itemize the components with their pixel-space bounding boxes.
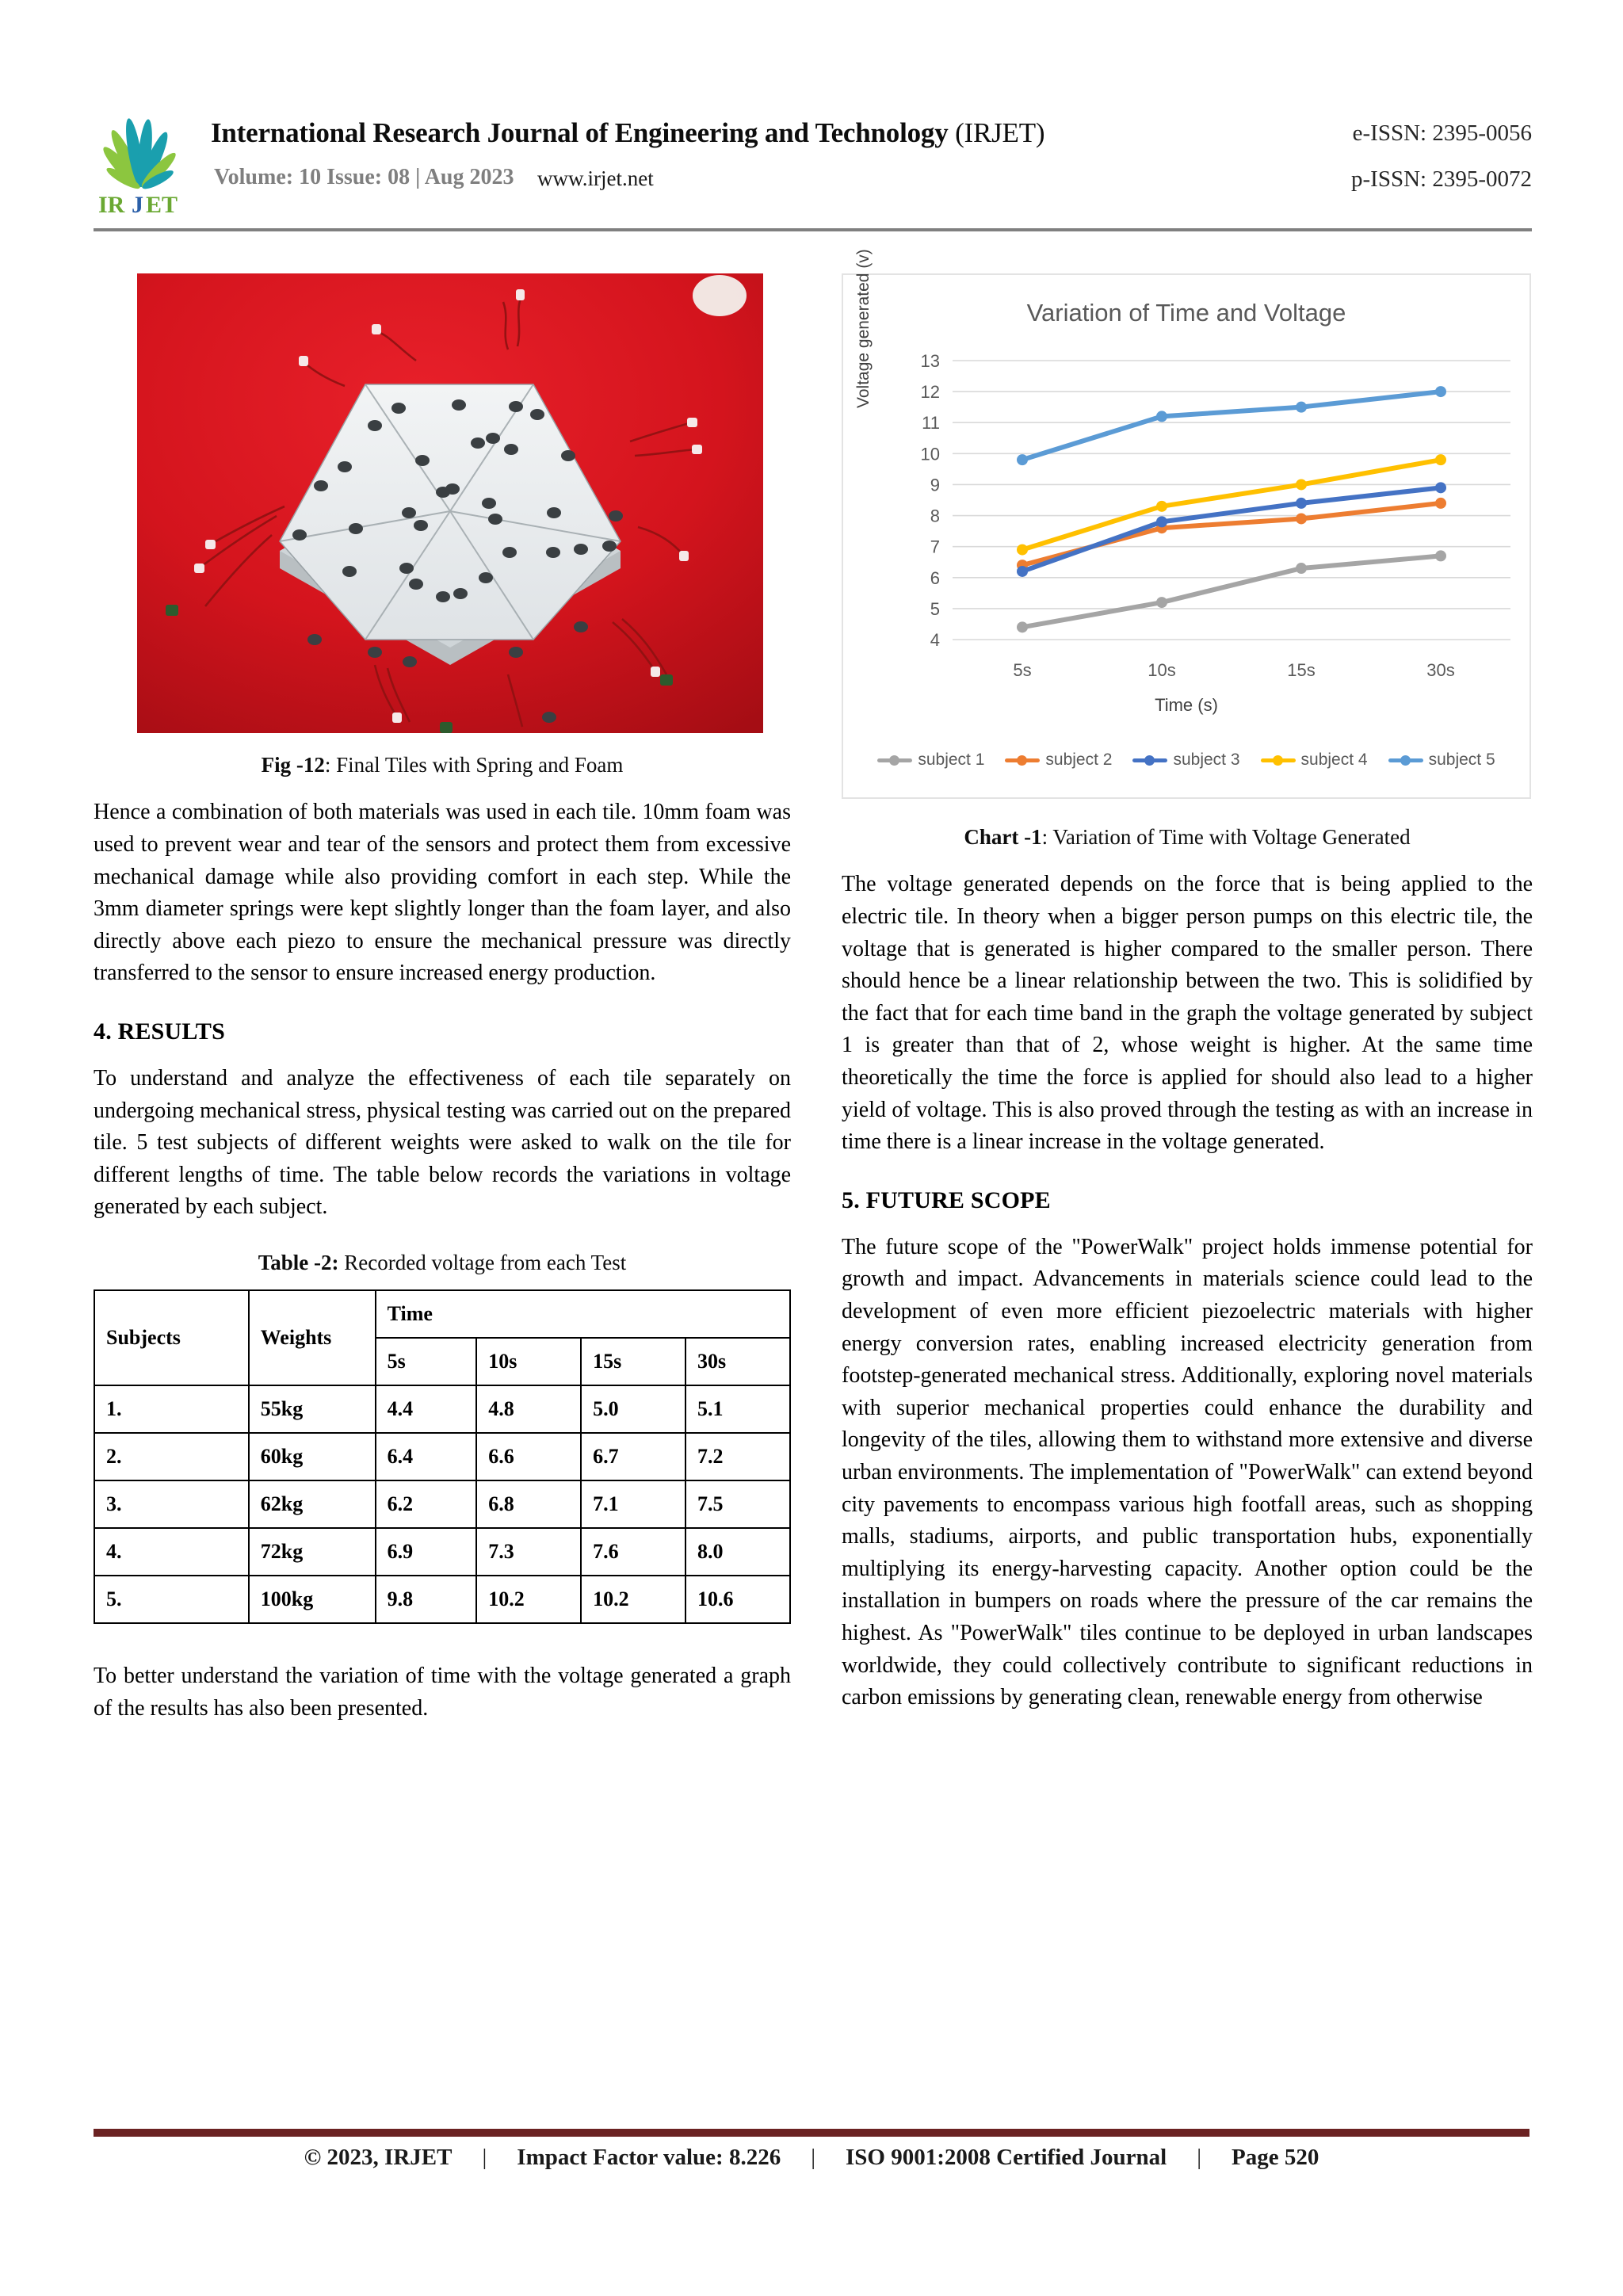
paragraph-materials: Hence a combination of both materials was used in each tile. 10mm foam was used to prevent wear and tear of the sensors and protect them from excessive mechanical damage while also providing comfort in each step. While the 3mm diameter springs were kept slightly longer than the foam layer, and also directly above each piezo to ensure the mechanical pressure was directly transferred to the sensor to ensure increased energy production.: [94, 800, 791, 986]
chart-legend-swatch: [877, 752, 912, 768]
cell-weight: 72kg: [249, 1528, 376, 1576]
chart-legend-label: subject 4: [1300, 751, 1368, 769]
table-caption-label: Table -2:: [258, 1250, 339, 1274]
chart-data-point: [1156, 411, 1167, 422]
cell-subject: 5.: [94, 1576, 249, 1623]
cell-v5s: 4.4: [376, 1385, 477, 1433]
chart-legend-swatch: [1132, 752, 1167, 768]
journal-title: [211, 117, 1044, 149]
table-caption-text: Recorded voltage from each Test: [338, 1250, 627, 1274]
chart-y-tick-label: 11: [922, 413, 940, 434]
chart-y-axis-label: Voltage generated (v): [854, 249, 873, 408]
figure-caption: [94, 751, 791, 779]
cell-v30s: 7.2: [685, 1433, 790, 1480]
cell-v15s: 5.0: [581, 1385, 685, 1433]
th-weights: Weights: [249, 1290, 376, 1385]
chart-legend-label: subject 2: [1045, 751, 1113, 769]
irjet-logo: [94, 113, 195, 216]
chart-data-point: [1017, 544, 1028, 556]
chart-data-point: [1435, 550, 1446, 561]
chart-data-point: [1296, 498, 1307, 509]
chart-legend-item[interactable]: [877, 751, 984, 770]
table-row: [94, 1385, 790, 1433]
page-footer: [94, 2145, 1529, 2171]
table-row: [94, 1528, 790, 1576]
cell-weight: 62kg: [249, 1480, 376, 1528]
chart-data-point: [1156, 597, 1167, 608]
th-subjects: Subjects: [94, 1290, 249, 1385]
chart-y-tick-label: 9: [930, 475, 940, 495]
footer-separator: |: [811, 2145, 816, 2170]
cell-subject: 1.: [94, 1385, 249, 1433]
chart-data-point: [1017, 566, 1028, 577]
chart-data-point: [1435, 482, 1446, 493]
header-divider: [94, 228, 1532, 231]
paragraph-voltage-force: The voltage generated depends on the force that is being applied to the electric tile. In theory when a bigger person pumps on this electric tile, the voltage that is generated is higher compared to the smaller person. There should hence be a linear relationship between the two. This is solidified by the fact that for each time band in the graph the voltage generated by subject 1 is greater than that of 2, whose weight is higher. At the same time theoretically the time the force is applied for should also lead to a higher yield of voltage. This is also proved through the testing as with an increase in time there is a linear increase in the voltage generated.: [842, 872, 1533, 1155]
chart-data-point: [1296, 513, 1307, 524]
cell-v5s: 6.9: [376, 1528, 477, 1576]
left-column: [94, 273, 791, 1725]
cell-v5s: 6.4: [376, 1433, 477, 1480]
table-row: [94, 1433, 790, 1480]
chart-y-tick-label: 12: [920, 382, 940, 403]
cell-v15s: 7.1: [581, 1480, 685, 1528]
chart-legend-label: subject 5: [1428, 751, 1495, 769]
th-time-5s: 5s: [376, 1338, 477, 1385]
logo-ir-text: IR: [98, 192, 125, 216]
chart-1-container: [842, 249, 1531, 799]
page-header: [94, 111, 1532, 218]
chart-data-point: [1156, 516, 1167, 527]
figure-12-image: [137, 273, 763, 733]
chart-legend-swatch: [1005, 752, 1040, 768]
chart-y-tick-label: 7: [930, 537, 940, 557]
chart-legend-swatch: [1261, 752, 1296, 768]
table-header-row-1: [94, 1290, 790, 1338]
chart-title: Variation of Time and Voltage: [1026, 299, 1346, 327]
cell-v15s: 10.2: [581, 1576, 685, 1623]
th-time-15s: 15s: [581, 1338, 685, 1385]
chart-series-line: [1022, 460, 1441, 549]
footer-copyright: © 2023, IRJET: [304, 2145, 453, 2170]
chart-legend: [843, 751, 1529, 770]
cell-subject: 3.: [94, 1480, 249, 1528]
e-issn: e-ISSN: 2395-0056: [1352, 120, 1532, 146]
cell-v5s: 9.8: [376, 1576, 477, 1623]
cell-v15s: 6.7: [581, 1433, 685, 1480]
chart-y-tick-label: 4: [930, 630, 940, 650]
chart-y-tick-label: 6: [930, 567, 940, 588]
cell-weight: 100kg: [249, 1576, 376, 1623]
footer-separator: |: [1197, 2145, 1202, 2170]
table-caption: [94, 1251, 791, 1275]
table-row: [94, 1576, 790, 1623]
footer-divider: [94, 2129, 1529, 2137]
chart-y-tick-label: 13: [920, 351, 940, 371]
chart-x-tick-label: 30s: [1426, 660, 1455, 680]
chart-y-tick-label: 10: [920, 444, 940, 464]
cell-v15s: 7.6: [581, 1528, 685, 1576]
chart-data-point: [1296, 563, 1307, 574]
cell-subject: 2.: [94, 1433, 249, 1480]
journal-title-abbrev: (IRJET): [948, 117, 1045, 148]
th-time-30s: 30s: [685, 1338, 790, 1385]
chart-caption: [842, 823, 1533, 851]
chart-caption-label: Chart -1: [964, 825, 1042, 849]
figure-caption-label: Fig -12: [261, 753, 325, 777]
chart-plot-area: [843, 275, 1533, 751]
footer-separator: |: [482, 2145, 487, 2170]
cell-v10s: 6.8: [476, 1480, 581, 1528]
chart-series-line: [1022, 392, 1441, 460]
chart-data-point: [1435, 386, 1446, 397]
hexagon-tile-photo: [137, 273, 763, 733]
chart-series-line: [1022, 556, 1441, 627]
chart-x-tick-label: 10s: [1148, 660, 1176, 680]
chart-legend-label: subject 1: [918, 751, 985, 769]
cell-subject: 4.: [94, 1528, 249, 1576]
chart-legend-item[interactable]: [1005, 751, 1112, 770]
chart-data-point: [1435, 454, 1446, 465]
cell-weight: 55kg: [249, 1385, 376, 1433]
chart-data-point: [1017, 621, 1028, 632]
cell-v30s: 8.0: [685, 1528, 790, 1576]
right-column: [842, 249, 1533, 1714]
th-time-10s: 10s: [476, 1338, 581, 1385]
journal-title-bold: International Research Journal of Engineering and Technology: [211, 117, 949, 148]
cell-v10s: 6.6: [476, 1433, 581, 1480]
logo-j-text: J: [132, 192, 143, 216]
heading-future-scope: 5. FUTURE SCOPE: [842, 1186, 1051, 1213]
chart-y-tick-label: 8: [930, 506, 940, 526]
chart-data-point: [1296, 402, 1307, 413]
chart-data-point: [1156, 501, 1167, 512]
chart-data-point: [1017, 454, 1028, 465]
th-time-group: Time: [376, 1290, 790, 1338]
cell-weight: 60kg: [249, 1433, 376, 1480]
cell-v10s: 10.2: [476, 1576, 581, 1623]
chart-data-point: [1296, 479, 1307, 490]
figure-caption-text: : Final Tiles with Spring and Foam: [324, 753, 624, 777]
footer-impact-factor: Impact Factor value: 8.226: [517, 2145, 781, 2170]
cell-v10s: 4.8: [476, 1385, 581, 1433]
volume-issue: Volume: 10 Issue: 08 | Aug 2023: [214, 165, 514, 189]
cell-v10s: 7.3: [476, 1528, 581, 1576]
footer-page-number: Page 520: [1232, 2145, 1319, 2170]
cell-v5s: 6.2: [376, 1480, 477, 1528]
chart-legend-item[interactable]: [1132, 751, 1239, 770]
chart-legend-swatch: [1388, 752, 1423, 768]
chart-x-tick-label: 15s: [1287, 660, 1316, 680]
cell-v30s: 5.1: [685, 1385, 790, 1433]
paragraph-future-scope: The future scope of the "PowerWalk" project holds immense potential for growth and impact. Advancements in materials science could lead to the development of even more efficient piezoelectric materials with higher energy conversion rates, enabling increased electricity generation from footstep-generated mechanical stress. Additionally, exploring novel materials with superior mechanical properties could enhance the durability and longevity of the tiles, allowing them to withstand more extensive and diverse urban environments. The implementation of "PowerWalk" can extend beyond city pavements to encompass various high footfall areas, such as shopping malls, stadiums, airports, and public transportation hubs, exponentially multiplying its energy-harvesting capacity. Another option could be the installation in bumpers on roads where the pressure of the car remains the highest. As "PowerWalk" tiles continue to be deployed in urban landscapes worldwide, they could collectively contribute to significant reductions in carbon emissions by generating clean, renewable energy from otherwise: [842, 1234, 1533, 1710]
chart-y-tick-label: 5: [930, 598, 940, 619]
chart-data-point: [1435, 498, 1446, 509]
chart-legend-item[interactable]: [1261, 751, 1368, 770]
paragraph-testing: To understand and analyze the effectiveness of each tile separately on undergoing mechanical stress, physical testing was carried out on the prepared tile. 5 test subjects of different weights were asked to walk on the tile for different lengths of time. The table below records the variations in voltage generated by each subject.: [94, 1066, 791, 1220]
chart-x-axis-label: Time (s): [1155, 695, 1218, 715]
heading-results: 4. RESULTS: [94, 1018, 225, 1045]
chart-legend-item[interactable]: [1388, 751, 1495, 770]
paragraph-graph-intro: To better understand the variation of time with the voltage generated a graph of the results has also been presented.: [94, 1663, 791, 1721]
chart-x-tick-label: 5s: [1013, 660, 1032, 680]
chart-caption-text: : Variation of Time with Voltage Generated: [1041, 825, 1411, 849]
p-issn: p-ISSN: 2395-0072: [1351, 166, 1532, 192]
cell-v30s: 7.5: [685, 1480, 790, 1528]
journal-website[interactable]: www.irjet.net: [537, 166, 654, 190]
irjet-leaf-icon: [94, 113, 195, 216]
table-row: [94, 1480, 790, 1528]
footer-iso: ISO 9001:2008 Certified Journal: [846, 2145, 1167, 2170]
chart-legend-label: subject 3: [1173, 751, 1240, 769]
voltage-results-table: [94, 1289, 791, 1624]
logo-et-text: ET: [146, 192, 178, 216]
cell-v30s: 10.6: [685, 1576, 790, 1623]
